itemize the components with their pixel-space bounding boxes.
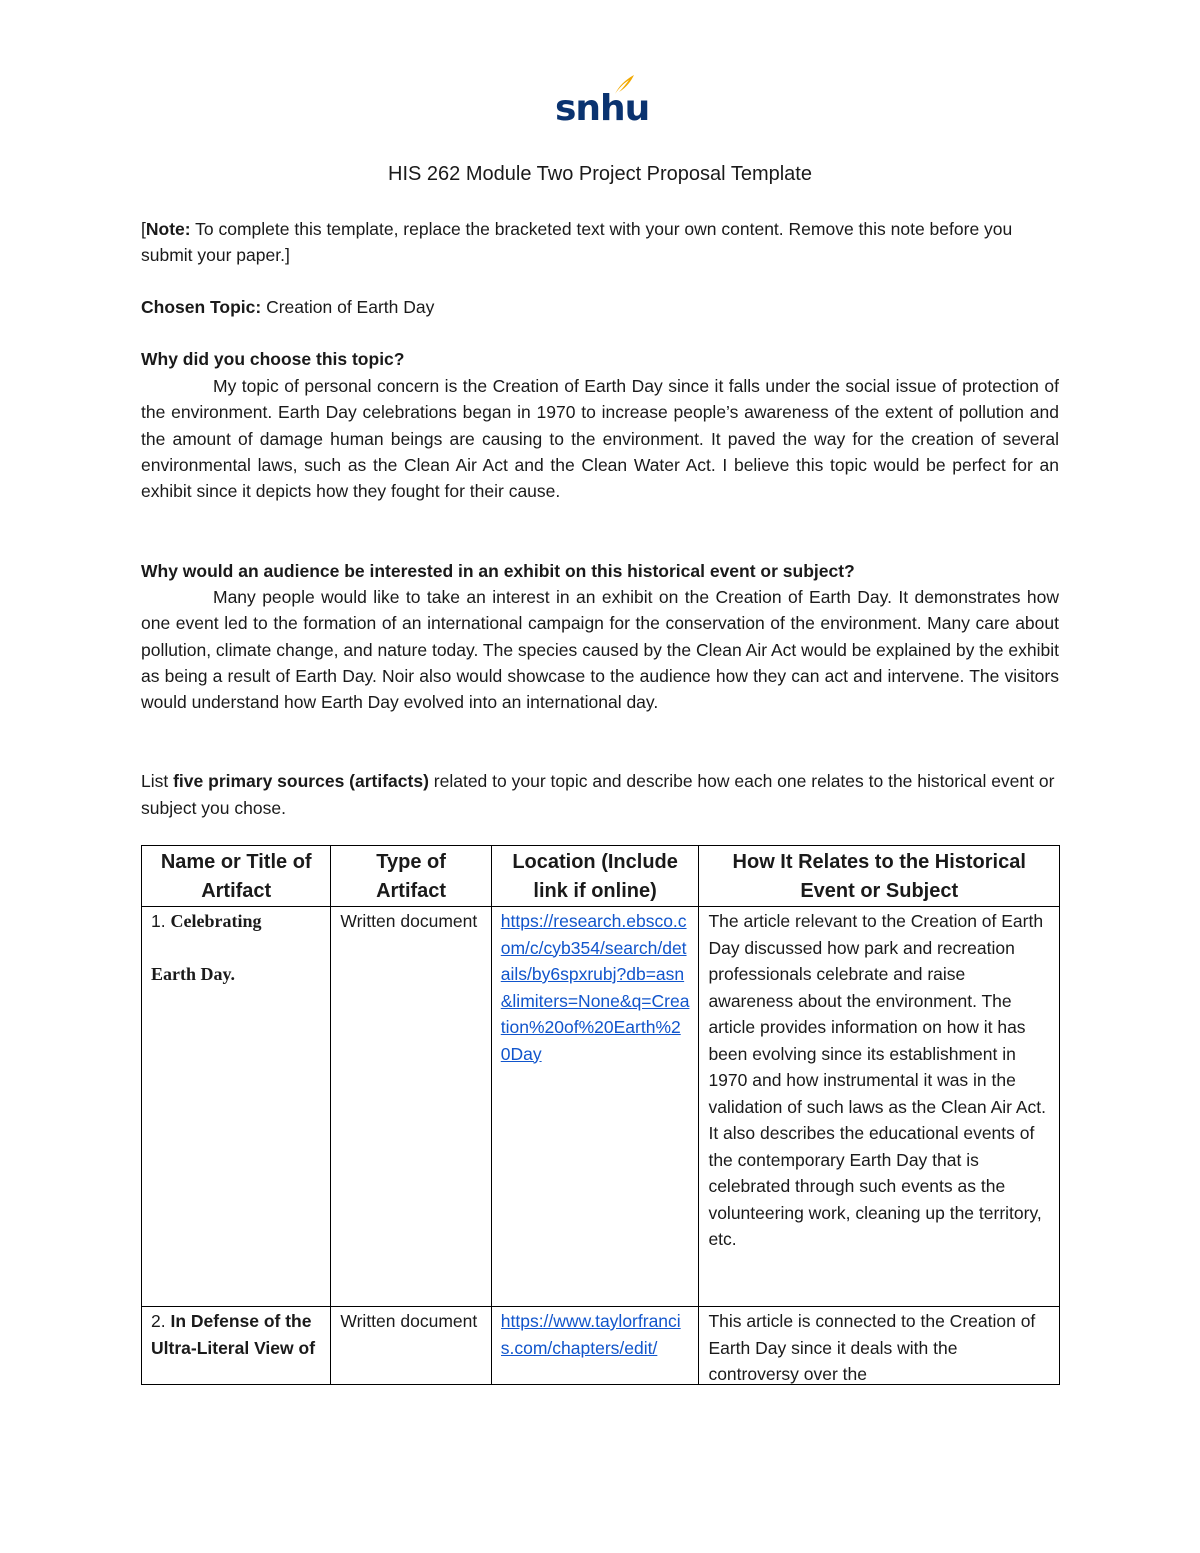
snhu-logo (555, 70, 650, 134)
note-label: Note: (145, 219, 191, 239)
header-type: Type of Artifact (331, 846, 491, 907)
header-relation: How It Relates to the Historical Event or Subject (699, 846, 1060, 907)
page-title: HIS 262 Module Two Project Proposal Template (388, 163, 812, 185)
artifact-link[interactable]: https://research.ebsco.com/c/cyb354/search/details/by6spxrubj?db=asn&limiters=None&q=Creation%20of%20Earth%20Day (500, 911, 690, 1064)
artifact-relation-cell: This article is connected to the Creation of Earth Day since it deals with the controversy over the (699, 1307, 1060, 1385)
topic-label: Chosen Topic: (141, 297, 262, 317)
artifact-name-cell: 2. In Defense of the Ultra-Literal View of (142, 1307, 331, 1385)
why-topic-heading: Why did you choose this topic? (141, 349, 405, 369)
why-topic-body: My topic of personal concern is the Creation of Earth Day since it falls under the social issue of protection of the environment. Earth Day celebrations began in 1970 to increase people’s awareness of the extent of pollution and the amount of damage human beings are causing to the environment. It paved the way for the creation of several environmental laws, such as the Clean Air Act and the Clean Water Act. I believe this topic would be perfect for an exhibit since it depicts how they fought for their cause. (141, 376, 1059, 502)
artifact-link[interactable]: https://www.taylorfrancis.com/chapters/edit/ (500, 1311, 681, 1358)
table-row (142, 907, 1060, 1307)
why-audience-heading: Why would an audience be interested in an exhibit on this historical event or subject? (141, 561, 855, 581)
artifacts-table (141, 845, 1060, 1385)
topic-value: Creation of Earth Day (261, 297, 435, 317)
sources-instructions: List five primary sources (artifacts) related to your topic and describe how each one relates to the historical event or subject you chose. (141, 771, 1055, 818)
logo-wordmark: snhu (555, 88, 650, 129)
artifact-type-cell: Written document (331, 907, 491, 1307)
artifact-type-cell: Written document (331, 1307, 491, 1385)
header-location: Location (Include link if online) (491, 846, 699, 907)
table-row (142, 1307, 1060, 1385)
artifact-location-cell (491, 1307, 699, 1385)
header-name: Name or Title of Artifact (142, 846, 331, 907)
table-header-row (142, 846, 1060, 907)
note-text: To complete this template, replace the bracketed text with your own content. Remove this note before you submit your paper.] (141, 219, 1013, 265)
artifact-location-cell (491, 907, 699, 1307)
artifact-name-cell: 1. Celebrating Earth Day. (142, 907, 331, 1307)
artifact-relation-cell: The article relevant to the Creation of Earth Day discussed how park and recreation professionals celebrate and raise awareness about the environment. The article provides information on how it has been evolving since its establishment in 1970 and how instrumental it was in the validation of such laws as the Clean Air Act. It also describes the educational events of the contemporary Earth Day that is celebrated through such events as the volunteering work, cleaning up the territory, etc. (699, 907, 1060, 1307)
why-audience-body: Many people would like to take an interest in an exhibit on the Creation of Earth Day. It demonstrates how one event led to the formation of an international campaign for the conservation of the environment. Many care about pollution, climate change, and nature today. The species caused by the Clean Air Act would be explained by the exhibit as being a result of Earth Day. Noir also would showcase to the audience how they can act and intervene. The visitors would understand how Earth Day evolved into an international day. (141, 587, 1059, 713)
template-note: [Note: To complete this template, replace the bracketed text with your own content. Remove this note before you submit your paper.] (141, 219, 1013, 265)
chosen-topic (141, 294, 434, 320)
